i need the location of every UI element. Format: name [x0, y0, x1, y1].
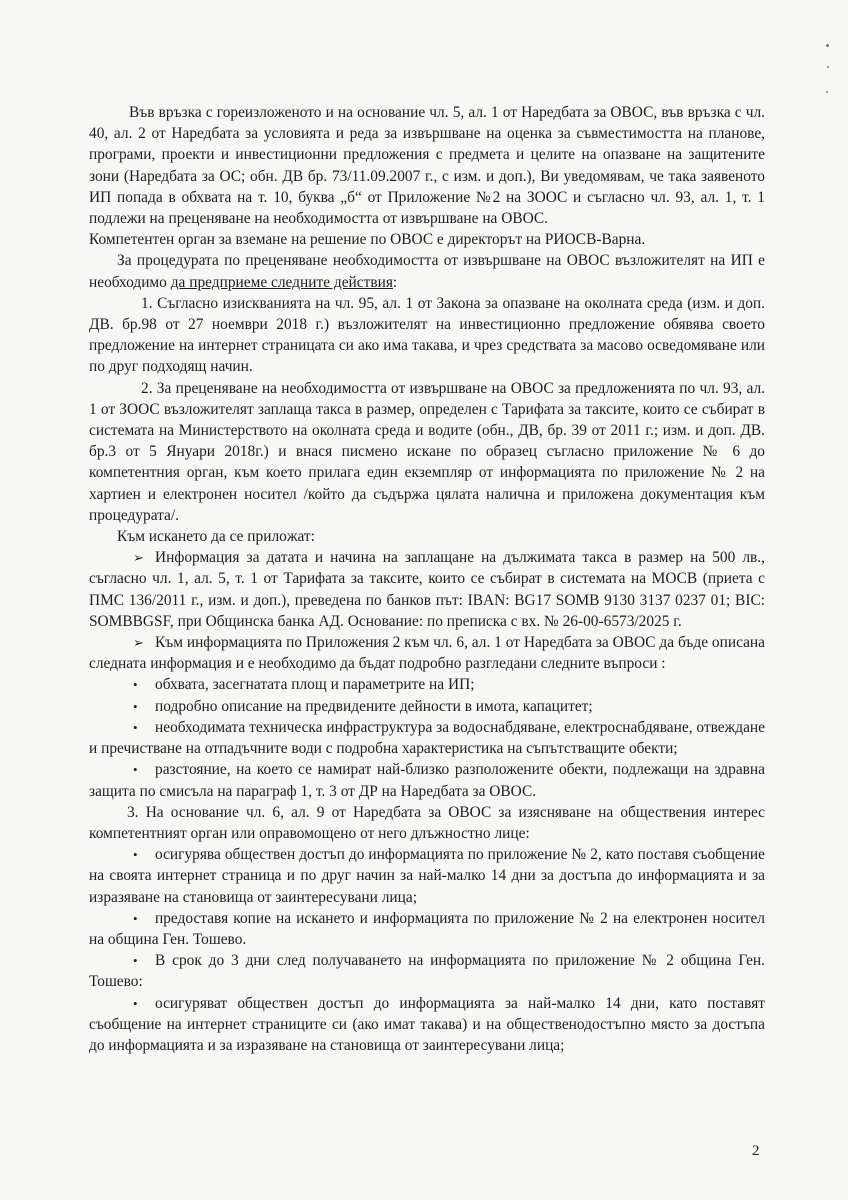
paragraph-competent-authority: Компетентен орган за вземане на решение по ОВОС е директорът на РИОСВ-Варна.: [89, 231, 646, 249]
paragraph-procedure: За процедурата по преценяване необходимостта от извършване на ОВОС възложителят на ИП е необходимо да предприеме следните действия:: [89, 252, 765, 291]
page-number: 2: [752, 1143, 760, 1159]
bullet-icon: •: [133, 762, 138, 778]
bullet-item-municipality-access: • осигуряват обществен достъп до информацията за най-малко 14 дни, като поставят съобщение на интернет страниците си (ако имат такава) и на общественодостъпно място за достъпа до информацията и за изразяване на становища от заинтересувани лица;: [89, 994, 765, 1054]
list-item-3: 3. На основание чл. 6, ал. 9 от Наредбата за ОВОС за изясняване на обществения интерес компетентният орган или оправомощено от него длъжностно лице:: [89, 803, 765, 842]
bullet-item-public-access: • осигурява обществен достъп до информацията по приложение № 2, като поставя съобщение на своята интернет страница и по друг начин за най-малко 14 дни за достъпа до информацията и за изразяване на становища от заинтересувани лица;: [89, 846, 765, 906]
bullet-icon: •: [133, 719, 138, 735]
bullet-icon: •: [133, 953, 138, 969]
paragraph-ovos-notice: Във връзка с гореизложеното и на основание чл. 5, ал. 1 от Наредбата за ОВОС, във връзка с чл. 40, ал. 2 от Наредбата за условията и реда за извършване на оценка за съвместимостта на планове, програми, проекти и инвестиционни предложения с предмета и целите на опазване на защитените зони (Наредбата за ОС; обн. ДВ бр. 73/11.09.2007 г., с изм. и доп.), Ви уведомявам, че така заявеното ИП попада в обхвата на т. 10, буква „б“ от Приложение №2 на ЗООС и съгласно чл. 93, ал. 1, т. 1 подлежи на преценяване на необходимостта от извършване на ОВОС.: [89, 104, 765, 228]
bullet-icon: •: [133, 995, 138, 1011]
bullet-icon: •: [133, 677, 138, 693]
attachments-intro: Към искането да се прилoжат:: [117, 528, 315, 546]
list-item-2: 2. За преценяване на необходимостта от извършване на ОВОС за предложенията по чл. 93, ал. 1 от ЗООС възложителят заплаща такса в размер, определен с Тарифата за таксите, които се събират в системата на Министерството на околната среда и водите (обн., ДВ, бр. 39 от 2011 г.; изм. и доп. ДВ. бр.3 от 5 Януари 2018г.) и внася писмено искане по образец съгласно приложение № 6 до компетентния орган, към което прилага един екземпляр от информацията по приложение № 2 на хартиен и електронен носител /който да съдържа цялата налична и приложена документация към процедурата/.: [89, 379, 765, 524]
scan-dot: [827, 66, 829, 68]
arrow-item-fee: ➢ Информация за датата и начина на заплащане на дължимата такса в размер на 500 лв., съгласно чл. 1, ал. 5, т. 1 от Тарифата за таксите, които се събират в системата на МОСВ (приета с ПМС 136/2011 г., изм. и доп.), преведена по банков път: IBAN: BG17 SOMB 9130 3137 0237 01; BIC: SOMBBGSF, при Общинска банка АД. Основание: по преписка с вх. № 26-00-6573/2025 г.: [89, 549, 765, 630]
bullet-item-distance: • разстояние, на което се намират най-близко разположените обекти, подлежащи на здравна защита по смисъла на параграф 1, т. 3 от ДР на Наредбата за ОВОС.: [89, 761, 765, 800]
bullet-item-activities: • подробно описание на предвидените дейности в имота, капацитет;: [89, 696, 765, 717]
bullet-item-infrastructure: • необходимата техническа инфраструктура за водоснабдяване, електроснабдяване, отвеждане и пречистване на отпадъчните води с подробна характеристика на съпътстващите обекти;: [89, 718, 765, 758]
bullet-item-copy: • предоставя копие на искането и информацията по приложение № 2 на електронен носител на община Ген. Тошево.: [89, 909, 765, 948]
bullet-icon: •: [133, 698, 138, 714]
bullet-icon: •: [133, 847, 138, 863]
bullet-icon: •: [133, 910, 138, 926]
bullet-item-deadline: • В срок до 3 дни след получаването на информацията по приложение № 2 община Ген. Тошево:: [89, 952, 765, 991]
arrow-item-annex2: ➢ Към информацията по Приложения 2 към чл. 6, ал. 1 от Наредбата за ОВОС да бъде описана следната информация и е необходимо да бъдат подробно разгледани следните въпроси :: [89, 634, 765, 673]
scan-dot: [826, 44, 829, 47]
underlined-phrase: да предприеме следните действия: [170, 273, 393, 291]
scan-dot: [826, 91, 828, 93]
list-item-1: 1. Съгласно изискванията на чл. 95, ал. 1 от Закона за опазване на околната среда (изм. и доп. ДВ. бр.98 от 27 ноември 2018 г.) възложителят на инвестиционно предложение обявява своето предложение на интернет страницата си ако има такава, и чрез средствата за масово осведомяване или по друг подходящ начин.: [89, 294, 765, 376]
document-body: [89, 102, 765, 1056]
arrow-icon: ➢: [133, 550, 144, 566]
arrow-icon: ➢: [133, 635, 144, 651]
bullet-item-scope: • обхвата, засегнатата площ и параметрите на ИП;: [89, 674, 765, 695]
